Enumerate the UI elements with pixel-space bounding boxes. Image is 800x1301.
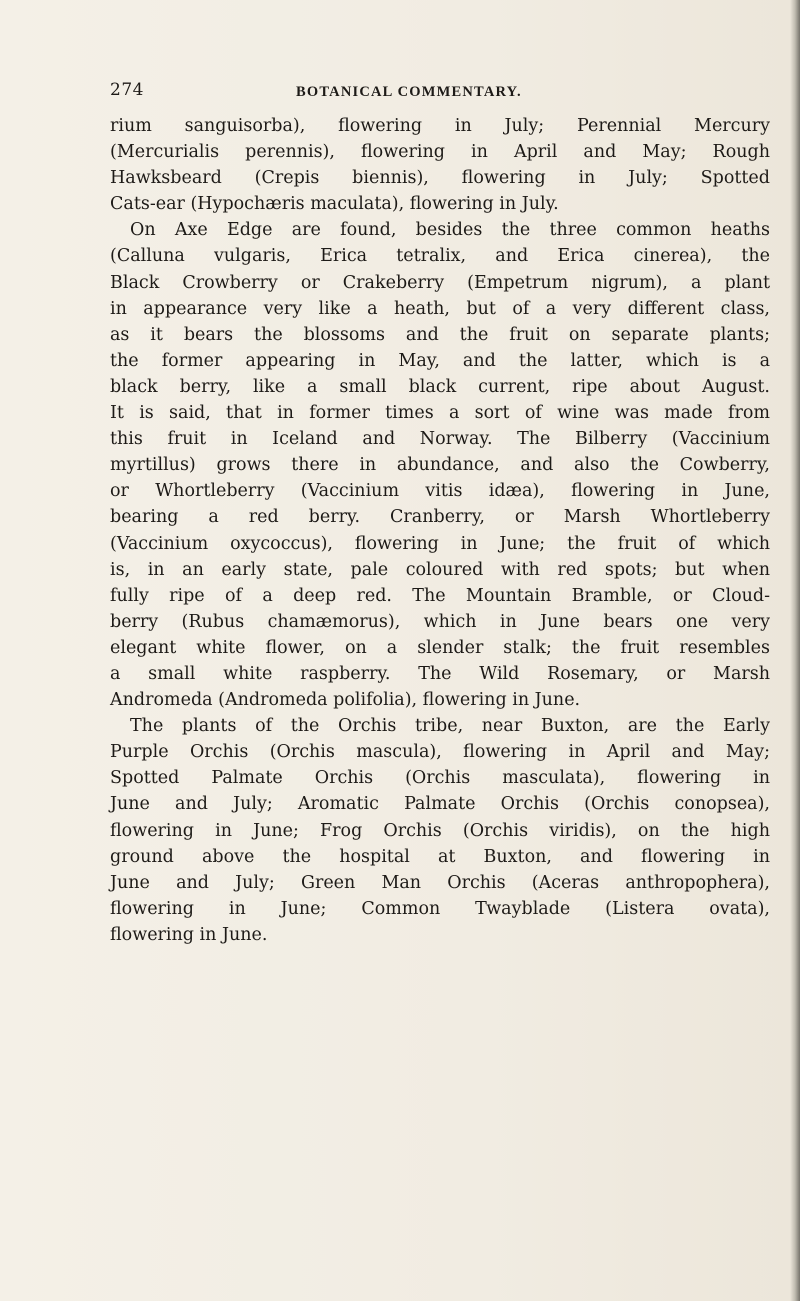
text-line: Spotted Palmate Orchis (Orchis masculata), flowering in <box>110 768 770 789</box>
text-line: berry (Rubus chamæmorus), which in June bears one very <box>110 611 770 632</box>
page-edge-shadow <box>790 0 800 1301</box>
text-line: Purple Orchis (Orchis mascula), flowering in April and May; <box>110 742 770 763</box>
text-line: is, in an early state, pale coloured with red spots; but when <box>110 559 770 580</box>
text-line: June and July; Aromatic Palmate Orchis (Orchis conopsea), <box>110 794 770 815</box>
text-line: Black Crowberry or Crakeberry (Empetrum nigrum), a plant <box>110 272 770 293</box>
text-line: or Whortleberry (Vaccinium vitis idæa), flowering in June, <box>110 481 770 502</box>
text-line: (Mercurialis perennis), flowering in April and May; Rough <box>110 142 770 163</box>
text-line: (Calluna vulgaris, Erica tetralix, and Erica cinerea), the <box>110 246 770 267</box>
text-line: myrtillus) grows there in abundance, and also the Cowberry, <box>110 455 770 476</box>
text-line: as it bears the blossoms and the fruit on separate plants; <box>110 324 770 345</box>
page-number: 274 <box>110 80 144 100</box>
running-head: BOTANICAL COMMENTARY. <box>296 84 522 100</box>
text-line: in appearance very like a heath, but of a very different class, <box>110 298 770 319</box>
text-line: flowering in June; Frog Orchis (Orchis viridis), on the high <box>110 820 770 841</box>
text-line: Hawksbeard (Crepis biennis), flowering in July; Spotted <box>110 168 770 189</box>
text-line: flowering in June; Common Twayblade (Listera ovata), <box>110 898 770 919</box>
text-line: flowering in June. <box>110 924 268 945</box>
text-line: rium sanguisorba), flowering in July; Perennial Mercury <box>110 116 770 136</box>
text-line: black berry, like a small black current, ripe about August. <box>110 376 770 397</box>
text-line: this fruit in Iceland and Norway. The Bilberry (Vaccinium <box>110 429 770 450</box>
text-line: the former appearing in May, and the latter, which is a <box>110 350 770 371</box>
text-line: June and July; Green Man Orchis (Aceras anthropophera), <box>110 872 770 893</box>
text-line: fully ripe of a deep red. The Mountain Bramble, or Cloud- <box>110 585 770 606</box>
text-line: (Vaccinium oxycoccus), flowering in June; the fruit of which <box>110 533 770 554</box>
page-header <box>110 80 760 110</box>
text-line: bearing a red berry. Cranberry, or Marsh Whortleberry <box>110 507 770 528</box>
text-line: Andromeda (Andromeda polifolia), flowering in June. <box>110 690 581 711</box>
text-line: elegant white flower, on a slender stalk; the fruit resembles <box>110 637 770 658</box>
text-line: Cats-ear (Hypochæris maculata), flowering in July. <box>110 194 559 215</box>
text-line: On Axe Edge are found, besides the three common heaths <box>130 220 770 241</box>
body-text <box>110 113 770 1263</box>
text-line: It is said, that in former times a sort of wine was made from <box>110 403 770 424</box>
text-line: ground above the hospital at Buxton, and flowering in <box>110 846 770 867</box>
text-line: a small white raspberry. The Wild Rosemary, or Marsh <box>110 663 770 684</box>
text-line: The plants of the Orchis tribe, near Buxton, are the Early <box>130 716 770 737</box>
